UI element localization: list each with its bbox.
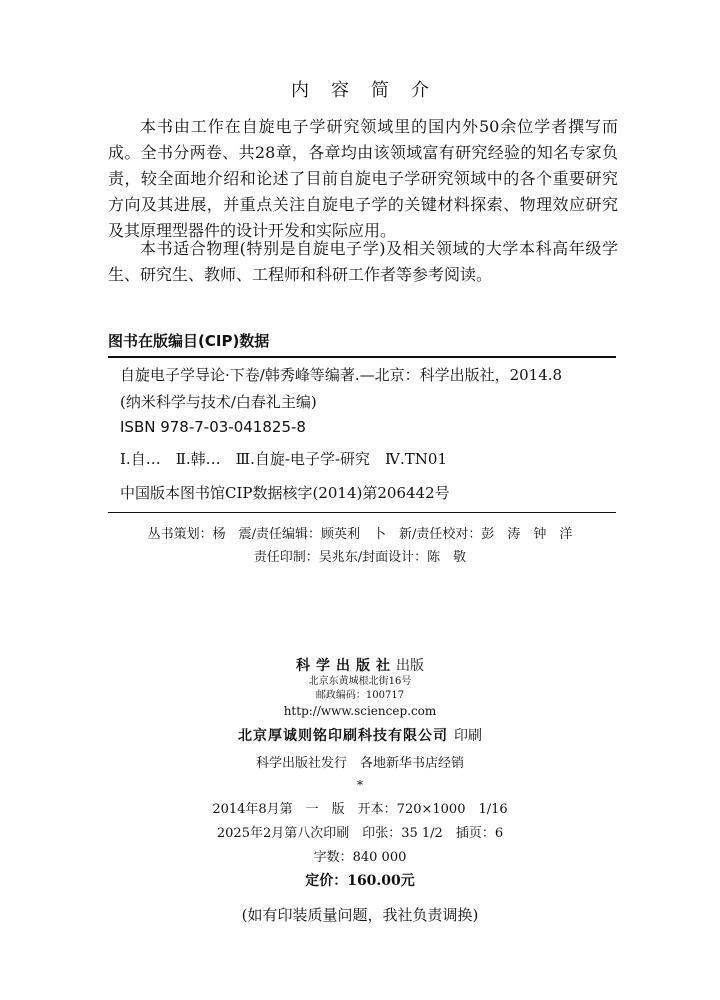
separator-star: * <box>357 778 363 792</box>
publisher-name: 科学出版社 <box>296 658 396 674</box>
printer-name: 北京厚诚则铭印刷科技有限公司 <box>238 728 448 744</box>
publisher-line <box>0 655 720 675</box>
publisher-address: 北京东黄城根北街16号 <box>308 676 412 687</box>
cip-top-rule <box>108 356 616 358</box>
publisher-postcode: 邮政编码：100717 <box>315 690 405 701</box>
printer-suffix: 印刷 <box>454 728 482 744</box>
printer-line <box>0 725 720 745</box>
intro-title: 内容简介 <box>291 80 451 101</box>
publisher-url: http://www.sciencep.com <box>283 704 437 718</box>
cip-title-line: 自旋电子学导论·下卷/韩秀峰等编著.—北京：科学出版社，2014.8 <box>120 366 563 384</box>
cip-record-number: 中国版本图书馆CIP数据核字(2014)第206442号 <box>120 484 450 502</box>
distribution-line: 科学出版社发行 各地新华书店经销 <box>255 756 464 771</box>
edition-line: 2014年8月第 一 版 开本：720×1000 1/16 <box>212 802 508 817</box>
printing-line: 2025年2月第八次印刷 印张：35 1/2 插页：6 <box>216 826 504 841</box>
price: 定价：160.00元 <box>305 873 415 889</box>
cip-isbn: ISBN 978-7-03-041825-8 <box>120 418 306 436</box>
cip-heading: 图书在版编目(CIP)数据 <box>108 332 270 350</box>
publisher-suffix: 出版 <box>396 658 424 674</box>
cip-classification: Ⅰ.自… Ⅱ.韩… Ⅲ.自旋-电子学-研究 Ⅳ.TN01 <box>120 450 447 468</box>
word-count: 字数：840 000 <box>313 850 407 865</box>
credits-line-1: 丛书策划：杨 震/责任编辑：顾英利 卜 新/责任校对：彭 涛 钟 洋 <box>147 527 573 542</box>
cip-series-line: (纳米科学与技术/白春礼主编) <box>120 393 317 411</box>
intro-paragraph-1: 本书由工作在自旋电子学研究领域里的国内外50余位学者撰写而成。全书分两卷、共28章，各章均由该领域富有研究经验的知名专家负责，较全面地介绍和论述了目前自旋电子学研究领域中的各个重要研究方向及其进展，并重点关注自旋电子学的关键材料探索、物理效应研究及其原理型器件的设计开发和实际应用。 <box>108 117 618 240</box>
credits-line-2: 责任印制：吴兆东/封面设计：陈 敬 <box>253 550 467 565</box>
quality-notice: (如有印装质量问题，我社负责调换) <box>241 906 479 924</box>
cip-bottom-rule <box>108 512 616 513</box>
intro-paragraph-2: 本书适合物理(特别是自旋电子学)及相关领域的大学本科高年级学生、研究生、教师、工程师和科研工作者等参考阅读。 <box>108 239 618 284</box>
